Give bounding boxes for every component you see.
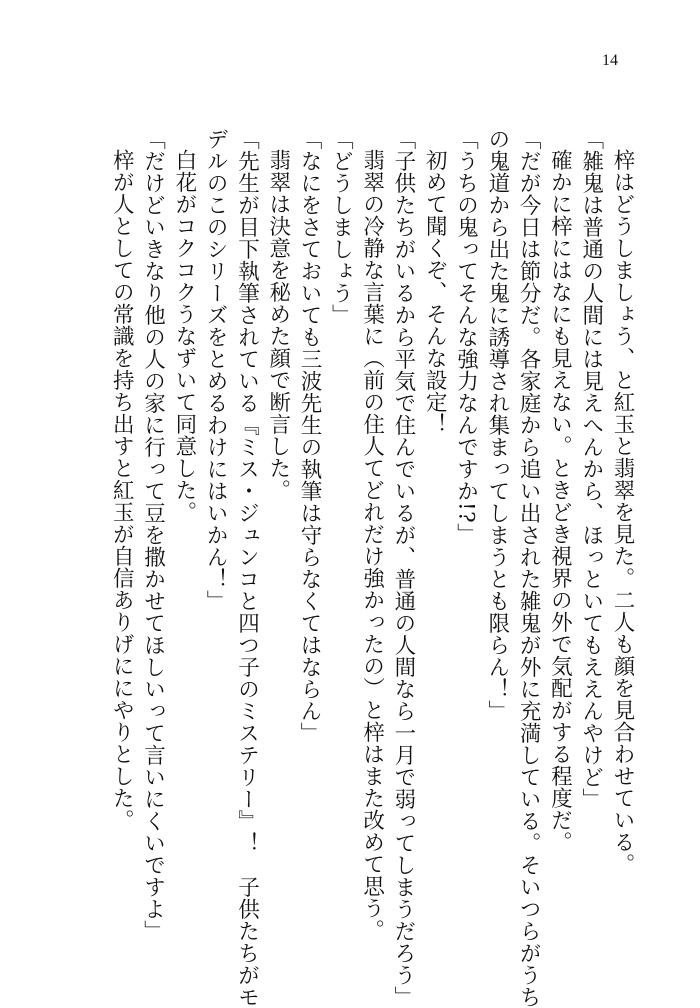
text-line: 「うちの鬼ってそんな強力なんですか!?」 [453, 128, 479, 546]
text-line: の鬼道から出た鬼に誘導され集まってしまうとも限らん！」 [484, 128, 510, 722]
text-line: 「先生が目下執筆されている『ミス・ジュンコと四つ子のミステリー』！ 子供たちがモ [234, 128, 260, 1008]
text-line: 翡翠は決意を秘めた顔で断言した。 [265, 149, 291, 501]
text-line: 「子供たちがいるから平気で住んでいるが、普通の人間なら一月で弱ってしまうだろう」 [390, 128, 416, 1008]
text-line: 初めて聞くぞ、そんな設定！ [422, 149, 448, 435]
text-line: 「雑鬼は普通の人間には見えへんから、ほっといてもええんやけど」 [578, 128, 604, 810]
text-line: 確かに梓にはなにも見えない。ときどき視界の外で気配がする程度だ。 [547, 149, 573, 853]
text-line: 白花がコクコクうなずいて同意した。 [171, 149, 197, 523]
text-line: 「だが今日は節分だ。各家庭から追い出された雑鬼が外に充満している。そいつらがうち [516, 128, 542, 1008]
body-text [106, 128, 638, 1008]
text-line: 「どうしましょう」 [328, 128, 354, 326]
text-line: 「だけどいきなり他の人の家に行って豆を撒かせてほしいって言いにくいですよ」 [140, 128, 166, 942]
text-line: 翡翠の冷静な言葉に（前の住人てどれだけ強かったの）と梓はまた改めて思う。 [359, 149, 385, 941]
text-line: デルのこのシリーズをとめるわけにはいかん！」 [203, 128, 229, 612]
page-number: 14 [602, 52, 618, 69]
text-line: 「なにをさておいても三波先生の執筆は守らなくてはならん」 [297, 128, 323, 744]
text-line: 梓が人としての常識を持ち出すと紅玉が自信ありげににやりとした。 [109, 149, 135, 831]
text-line: 梓はどうしましょう、と紅玉と翡翠を見た。二人も顔を見合わせている。 [610, 149, 635, 875]
